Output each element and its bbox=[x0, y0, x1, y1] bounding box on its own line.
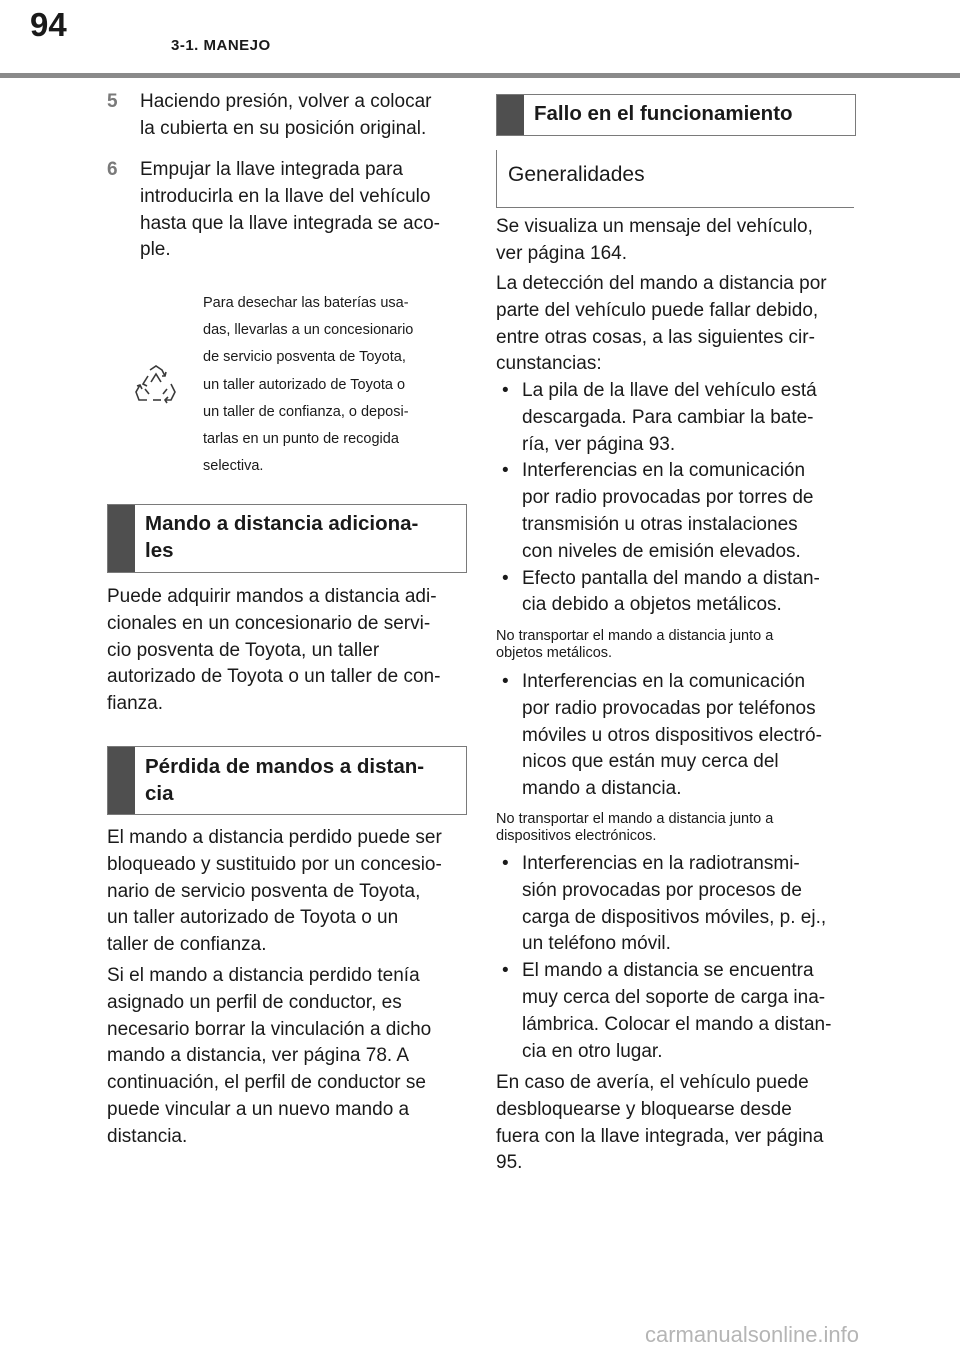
list-item bbox=[496, 958, 856, 1065]
step-text bbox=[140, 89, 470, 143]
title-line: Pérdida de mandos a distan- bbox=[145, 755, 425, 778]
para-line: En caso de avería, el vehículo puede bbox=[496, 1072, 809, 1093]
watermark: carmanualsonline.info bbox=[645, 1322, 860, 1347]
item-line: Efecto pantalla del mando a distan- bbox=[522, 567, 820, 589]
causes-list-a bbox=[496, 378, 856, 619]
para-line: nario de servicio posventa de Toyota, bbox=[107, 880, 421, 902]
item-line: Interferencias en la comunicación bbox=[522, 460, 806, 482]
heading-bar bbox=[108, 505, 135, 572]
list-item bbox=[496, 458, 856, 565]
item-line: con niveles de emisión elevados. bbox=[522, 540, 801, 562]
item-line: mando a distancia. bbox=[522, 778, 682, 800]
item-line: ría, ver página 93. bbox=[522, 433, 676, 455]
note-line: de servicio posventa de Toyota, bbox=[203, 349, 406, 366]
note-line: objetos metálicos. bbox=[496, 645, 613, 661]
bullet-marker: • bbox=[502, 380, 509, 401]
note-line: dispositivos electrónicos. bbox=[496, 828, 657, 844]
para-line: desbloquearse y bloquearse desde bbox=[496, 1098, 792, 1120]
para-line: fuera con la llave integrada, ver página bbox=[496, 1125, 824, 1147]
bullet-marker: • bbox=[502, 853, 509, 874]
para-line: cio posventa de Toyota, un taller bbox=[107, 639, 380, 661]
item-line: por radio provocadas por teléfonos bbox=[522, 697, 816, 719]
para-line: bloqueado y sustituido por un concesio- bbox=[107, 853, 442, 875]
note-line: das, llevarlas a un concesionario bbox=[203, 322, 414, 339]
para-line: 95. bbox=[496, 1152, 523, 1174]
section-heading-additional-remotes bbox=[107, 504, 467, 573]
item-line: La pila de la llave del vehículo está bbox=[522, 380, 817, 401]
left-column bbox=[107, 0, 467, 1355]
item-line: un teléfono móvil. bbox=[522, 933, 671, 955]
section-title: Fallo en el funcionamiento bbox=[534, 102, 793, 125]
item-line: muy cerca del soporte de carga ina- bbox=[522, 986, 826, 1008]
heading-bar bbox=[497, 95, 524, 135]
note-electronic-devices bbox=[496, 811, 858, 845]
item-line: carga de dispositivos móviles, p. ej., bbox=[522, 906, 827, 928]
recycle-icon bbox=[131, 362, 181, 417]
item-line: móviles u otros dispositivos electró- bbox=[522, 724, 822, 746]
section-title bbox=[145, 510, 458, 564]
para-line: Se visualiza un mensaje del vehículo, bbox=[496, 216, 813, 237]
item-line: transmisión u otras instalaciones bbox=[522, 513, 798, 535]
para-line: distancia. bbox=[107, 1125, 188, 1147]
step-line: introducirla en la llave del vehículo bbox=[140, 185, 431, 207]
subsection-heading-generalities bbox=[496, 150, 854, 208]
para-line: El mando a distancia perdido puede ser bbox=[107, 827, 442, 848]
lost-remotes-paragraph-2 bbox=[107, 963, 469, 1151]
para-line: un taller autorizado de Toyota o un bbox=[107, 907, 399, 929]
malfunction-paragraph-3 bbox=[496, 1070, 858, 1177]
note-line: un taller de confianza, o deposi- bbox=[203, 403, 409, 420]
heading-bar bbox=[108, 747, 135, 814]
item-line: descargada. Para cambiar la bate- bbox=[522, 406, 814, 428]
note-line: selectiva. bbox=[203, 458, 264, 475]
para-line: La detección del mando a distancia por bbox=[496, 273, 827, 294]
para-line: fianza. bbox=[107, 693, 163, 715]
para-line: cionales en un concesionario de servi- bbox=[107, 612, 431, 634]
item-line: nicos que están muy cerca del bbox=[522, 751, 779, 773]
para-line: mando a distancia, ver página 78. A bbox=[107, 1045, 410, 1067]
step-line: la cubierta en su posición original. bbox=[140, 117, 427, 139]
bullet-marker: • bbox=[502, 671, 509, 692]
malfunction-paragraph-1 bbox=[496, 214, 858, 268]
bullet-marker: • bbox=[502, 567, 509, 589]
page-number: 94 bbox=[30, 6, 67, 43]
note-line: No transportar el mando a distancia junto a bbox=[496, 628, 774, 644]
malfunction-paragraph-2 bbox=[496, 271, 858, 378]
note-line: No transportar el mando a distancia junto a bbox=[496, 811, 774, 827]
item-line: por radio provocadas por torres de bbox=[522, 487, 814, 509]
list-item bbox=[496, 566, 856, 620]
bullet-marker: • bbox=[502, 960, 509, 982]
item-line: Interferencias en la comunicación bbox=[522, 671, 806, 692]
chapter-title: 3-1. MANEJO bbox=[171, 37, 271, 54]
section-heading-lost-remotes bbox=[107, 746, 467, 815]
bullet-marker: • bbox=[502, 460, 509, 482]
title-line: les bbox=[145, 539, 174, 562]
step-line: ple. bbox=[140, 239, 171, 261]
step-text bbox=[140, 157, 470, 264]
note-line: un taller autorizado de Toyota o bbox=[203, 376, 406, 393]
para-line: Puede adquirir mandos a distancia adi- bbox=[107, 586, 437, 607]
additional-remotes-paragraph bbox=[107, 584, 469, 718]
title-line: Mando a distancia adiciona- bbox=[145, 512, 419, 535]
item-line: El mando a distancia se encuentra bbox=[522, 960, 814, 982]
section-title bbox=[145, 753, 458, 807]
para-line: autorizado de Toyota o un taller de con- bbox=[107, 666, 441, 688]
step-number: 5 bbox=[107, 91, 118, 112]
right-column bbox=[496, 0, 856, 1355]
subsection-title: Generalidades bbox=[508, 163, 645, 186]
item-line: lámbrica. Colocar el mando a distan- bbox=[522, 1013, 832, 1035]
causes-list-c bbox=[496, 851, 856, 1065]
note-line: tarlas en un punto de recogida bbox=[203, 431, 399, 448]
item-line: sión provocadas por procesos de bbox=[522, 879, 802, 901]
para-line: continuación, el perfil de conductor se bbox=[107, 1072, 426, 1094]
para-line: entre otras cosas, a las siguientes cir- bbox=[496, 326, 815, 348]
para-line: puede vincular a un nuevo mando a bbox=[107, 1098, 410, 1120]
para-line: ver página 164. bbox=[496, 242, 627, 264]
item-line: Interferencias en la radiotransmi- bbox=[522, 853, 800, 874]
para-line: necesario borrar la vinculación a dicho bbox=[107, 1018, 432, 1040]
item-line: cia en otro lugar. bbox=[522, 1040, 663, 1062]
step-line: hasta que la llave integrada se aco- bbox=[140, 212, 440, 234]
para-line: asignado un perfil de conductor, es bbox=[107, 991, 402, 1013]
step-line: Empujar la llave integrada para bbox=[140, 159, 403, 180]
section-heading-malfunction bbox=[496, 94, 856, 136]
title-line: cia bbox=[145, 782, 174, 805]
list-item bbox=[496, 669, 856, 803]
disposal-note bbox=[203, 290, 465, 480]
para-line: Si el mando a distancia perdido tenía bbox=[107, 965, 420, 986]
lost-remotes-paragraph-1 bbox=[107, 825, 469, 959]
list-item bbox=[496, 851, 856, 958]
note-metal-objects bbox=[496, 628, 858, 662]
step-line: Haciendo presión, volver a colocar bbox=[140, 91, 432, 112]
note-line: Para desechar las baterías usa- bbox=[203, 295, 409, 311]
item-line: cia debido a objetos metálicos. bbox=[522, 594, 782, 616]
step-number: 6 bbox=[107, 159, 118, 180]
para-line: parte del vehículo puede fallar debido, bbox=[496, 299, 819, 321]
para-line: cunstancias: bbox=[496, 353, 602, 375]
para-line: taller de confianza. bbox=[107, 934, 267, 956]
list-item bbox=[496, 378, 856, 458]
causes-list-b bbox=[496, 669, 856, 803]
